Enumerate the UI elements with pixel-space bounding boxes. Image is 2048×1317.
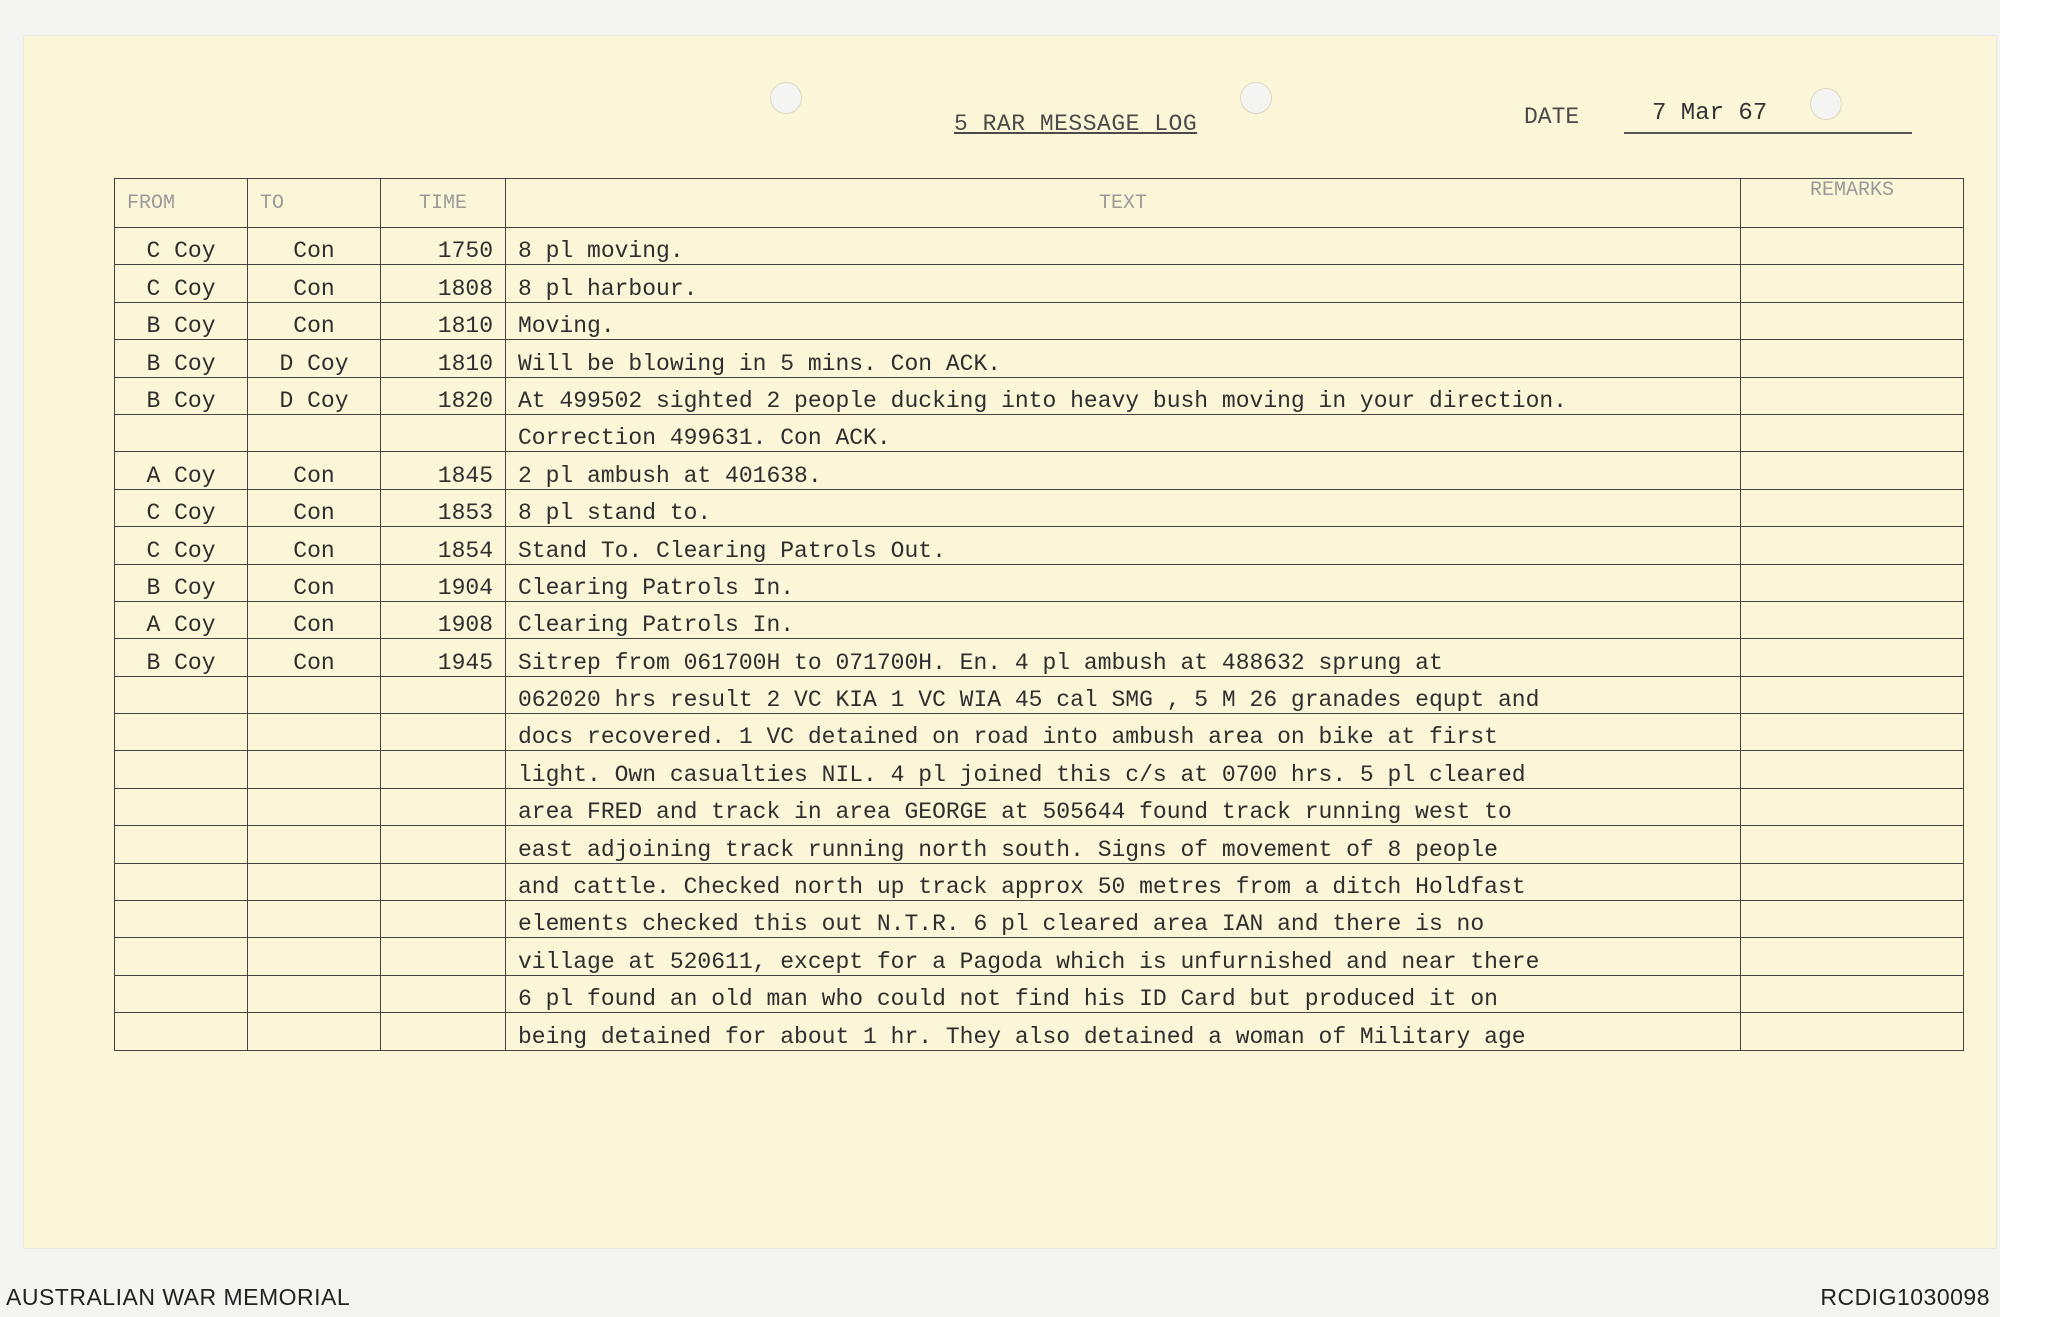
cell-time [381,901,506,938]
cell-text: Will be blowing in 5 mins. Con ACK. [506,340,1741,377]
table-row [115,714,1964,751]
cell-remarks [1741,901,1964,938]
cell-from: B Coy [115,340,248,377]
table-row [115,901,1964,938]
cell-to: Con [248,564,381,601]
punch-hole [1240,82,1272,114]
cell-to: Con [248,228,381,265]
cell-from: B Coy [115,302,248,339]
cell-text: docs recovered. 1 VC detained on road into ambush area on bike at first [506,714,1741,751]
cell-time: 1808 [381,265,506,302]
cell-time: 1904 [381,564,506,601]
cell-time: 1820 [381,377,506,414]
cell-remarks [1741,863,1964,900]
cell-from [115,938,248,975]
cell-text: and cattle. Checked north up track approx 50 metres from a ditch Holdfast [506,863,1741,900]
footer-reference-id: RCDIG1030098 [1820,1284,1990,1310]
table-row [115,975,1964,1012]
cell-text: 062020 hrs result 2 VC KIA 1 VC WIA 45 cal SMG , 5 M 26 granades equpt and [506,676,1741,713]
cell-to [248,676,381,713]
cell-time: 1845 [381,452,506,489]
cell-from [115,788,248,825]
cell-text: east adjoining track running north south. Signs of movement of 8 people [506,826,1741,863]
table-row [115,527,1964,564]
cell-from: C Coy [115,228,248,265]
cell-to: Con [248,452,381,489]
cell-text: At 499502 sighted 2 people ducking into heavy bush moving in your direction. [506,377,1741,414]
cell-text: Sitrep from 061700H to 071700H. En. 4 pl ambush at 488632 sprung at [506,639,1741,676]
cell-text: being detained for about 1 hr. They also detained a woman of Military age [506,1013,1741,1050]
cell-text: 8 pl harbour. [506,265,1741,302]
cell-time [381,714,506,751]
table-row [115,601,1964,638]
cell-remarks [1741,714,1964,751]
column-header-remarks: REMARKS [1741,179,1964,228]
table-row [115,452,1964,489]
cell-from [115,863,248,900]
cell-text: Clearing Patrols In. [506,564,1741,601]
cell-remarks [1741,340,1964,377]
cell-from [115,751,248,788]
cell-text: 8 pl stand to. [506,489,1741,526]
table-row [115,938,1964,975]
column-header-from: FROM [115,179,248,228]
cell-text: Stand To. Clearing Patrols Out. [506,527,1741,564]
table-row [115,788,1964,825]
table-row [115,377,1964,414]
cell-remarks [1741,788,1964,825]
cell-remarks [1741,265,1964,302]
table-row [115,676,1964,713]
cell-to [248,714,381,751]
cell-time [381,826,506,863]
cell-text: Correction 499631. Con ACK. [506,414,1741,451]
cell-text: 2 pl ambush at 401638. [506,452,1741,489]
table-body [115,228,1964,1051]
cell-time: 1945 [381,639,506,676]
table-row [115,228,1964,265]
cell-from: A Coy [115,601,248,638]
cell-from: B Coy [115,639,248,676]
cell-to [248,938,381,975]
cell-time: 1854 [381,527,506,564]
table-row [115,340,1964,377]
table-row [115,265,1964,302]
cell-remarks [1741,676,1964,713]
cell-time: 1853 [381,489,506,526]
cell-from [115,975,248,1012]
table-row [115,826,1964,863]
cell-to: D Coy [248,340,381,377]
cell-to: D Coy [248,377,381,414]
table-row [115,414,1964,451]
cell-to [248,1013,381,1050]
column-header-to: TO [248,179,381,228]
cell-to: Con [248,601,381,638]
cell-text: light. Own casualties NIL. 4 pl joined this c/s at 0700 hrs. 5 pl cleared [506,751,1741,788]
cell-text: Moving. [506,302,1741,339]
cell-to [248,863,381,900]
cell-text: area FRED and track in area GEORGE at 505644 found track running west to [506,788,1741,825]
cell-text: elements checked this out N.T.R. 6 pl cleared area IAN and there is no [506,901,1741,938]
table-row [115,863,1964,900]
cell-from [115,414,248,451]
table-row [115,489,1964,526]
cell-time [381,938,506,975]
cell-remarks [1741,489,1964,526]
cell-time [381,751,506,788]
cell-time: 1810 [381,302,506,339]
cell-to [248,751,381,788]
cell-text: 8 pl moving. [506,228,1741,265]
cell-to: Con [248,527,381,564]
table-row [115,1013,1964,1050]
cell-text: Clearing Patrols In. [506,601,1741,638]
page-margin-strip [2000,0,2048,1317]
cell-remarks [1741,751,1964,788]
cell-from: C Coy [115,489,248,526]
cell-to: Con [248,639,381,676]
cell-to [248,975,381,1012]
cell-time [381,863,506,900]
cell-from: C Coy [115,265,248,302]
cell-to: Con [248,489,381,526]
column-header-text: TEXT [506,179,1741,228]
cell-from: C Coy [115,527,248,564]
cell-time [381,788,506,825]
cell-to [248,414,381,451]
date-value: 7 Mar 67 [1624,100,1912,134]
cell-remarks [1741,377,1964,414]
cell-time [381,1013,506,1050]
cell-from: B Coy [115,377,248,414]
cell-remarks [1741,826,1964,863]
cell-remarks [1741,302,1964,339]
punch-hole [770,82,802,114]
cell-time [381,676,506,713]
cell-remarks [1741,639,1964,676]
column-header-time: TIME [381,179,506,228]
table-row [115,639,1964,676]
table-row [115,302,1964,339]
cell-remarks [1741,452,1964,489]
cell-from [115,826,248,863]
date-label: DATE [1524,104,1580,130]
cell-remarks [1741,228,1964,265]
cell-from [115,1013,248,1050]
cell-from [115,901,248,938]
cell-time [381,975,506,1012]
cell-to [248,788,381,825]
cell-time: 1810 [381,340,506,377]
cell-remarks [1741,1013,1964,1050]
cell-text: 6 pl found an old man who could not find his ID Card but produced it on [506,975,1741,1012]
cell-to: Con [248,265,381,302]
cell-remarks [1741,601,1964,638]
cell-from: B Coy [115,564,248,601]
cell-remarks [1741,564,1964,601]
document-title: 5 RAR MESSAGE LOG [954,111,1198,137]
cell-remarks [1741,414,1964,451]
cell-to: Con [248,302,381,339]
footer-archive-name: AUSTRALIAN WAR MEMORIAL [6,1284,351,1310]
cell-time [381,414,506,451]
table-row [115,751,1964,788]
table-row [115,564,1964,601]
cell-remarks [1741,938,1964,975]
cell-remarks [1741,975,1964,1012]
cell-time: 1908 [381,601,506,638]
cell-to [248,826,381,863]
cell-remarks [1741,527,1964,564]
cell-to [248,901,381,938]
cell-from [115,676,248,713]
message-log-table [114,178,1964,1051]
table-header-row [115,179,1964,228]
cell-text: village at 520611, except for a Pagoda which is unfurnished and near there [506,938,1741,975]
cell-time: 1750 [381,228,506,265]
cell-from [115,714,248,751]
cell-from: A Coy [115,452,248,489]
